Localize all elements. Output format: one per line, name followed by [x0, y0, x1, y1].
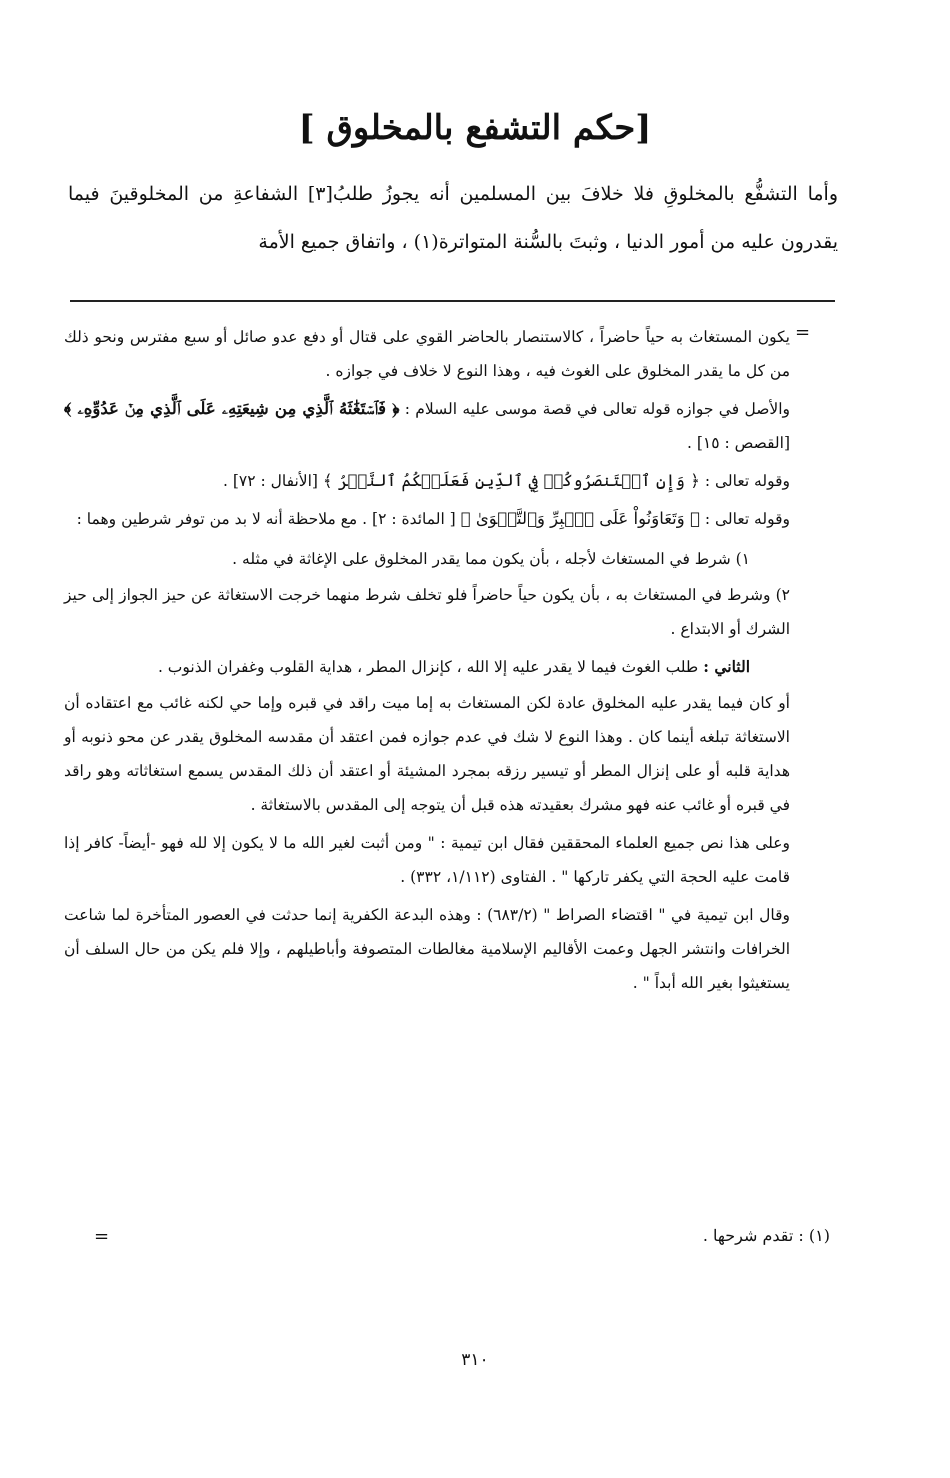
quran-verse-anfal: ﴿ وَإِنِ ٱسۡتَنصَرُوكُمۡ فِي ٱلدِّينِ فَعَلَيۡكُمُ ٱلنَّصۡرُ ﴾: [322, 471, 700, 490]
quran-verse-maidah: ﴿ وَتَعَاوَنُواْ عَلَى ٱلۡبِرِّ وَٱلتَّقۡوَىٰ ﴾: [460, 509, 700, 528]
page-number: ٣١٠: [461, 1350, 489, 1370]
footnote-paragraph-1: يكون المستغاث به حياً حاضراً ، كالاستنصار بالحاضر القوي على قتال أو دفع عدو صائل أو سبع مفترس ونحو ذلك من كل ما يقدر المخلوق على الغوث فيه ، وهذا النوع لا خلاف في جوازه .: [64, 328, 790, 380]
second-text: طلب الغوث فيما لا يقدر عليه إلا الله ، كإنزال المطر ، هداية القلوب وغفران الذنوب .: [157, 658, 699, 676]
second-label: الثاني :: [703, 657, 750, 676]
footnote-paragraph-5: [64, 650, 790, 684]
continuation-mark-bottom: =: [94, 1226, 110, 1247]
footnote-paragraph-2: [64, 392, 790, 460]
page-title: [حكم التشفع بالمخلوق ]: [298, 108, 652, 148]
main-paragraph: وأما التشفُّع بالمخلوقِ فلا خلافَ بين المسلمين أنه يجوزُ طلبُ[٣] الشفاعةِ من المخلوقينَ فيما يقدرون عليه من أمور الدنيا ، وثبتَ بالسُّنة المتواترة(١) ، واتفاق جميع الأمة: [68, 183, 838, 253]
quran-ref-qasas: [القصص : ١٥] .: [687, 434, 790, 452]
footnote-3-intro: وقوله تعالى :: [704, 472, 790, 490]
quran-ref-anfal: [الأنفال : ٧٢] .: [223, 472, 318, 490]
footnote-2-intro: والأصل في جوازه قوله تعالى في قصة موسى عليه السلام :: [404, 400, 790, 418]
quran-ref-maidah: [ المائدة : ٢] . مع ملاحظة أنه لا بد من توفر شرطين وهما :: [76, 510, 456, 528]
footnote-4-intro: وقوله تعالى :: [704, 510, 790, 528]
condition-2: ٢) وشرط في المستغاث به ، بأن يكون حياً حاضراً فلو تخلف شرط منهما خرجت الاستغاثة عن حيز الجواز إلى حيز الشرك أو الابتداع .: [64, 586, 790, 638]
footnote-divider: [70, 300, 835, 302]
footnote-paragraph-7: وعلى هذا نص جميع العلماء المحققين فقال ابن تيمية : " ومن أثبت لغير الله ما لا يكون إلا لله فهو -أيضاً- كافر إذا قامت عليه الحجة التي يكفر تاركها " . الفتاوى (١/١١٢، ٣٣٢) .: [64, 834, 790, 886]
footnote-paragraph-3: [64, 464, 790, 498]
continuation-mark-top: =: [795, 322, 811, 343]
condition-1: ١) شرط في المستغاث لأجله ، بأن يكون مما يقدر المخلوق على الإغاثة في مثله .: [232, 550, 750, 568]
footnote-paragraph-4: [64, 502, 790, 536]
footnote-paragraph-6: أو كان فيما يقدر عليه المخلوق عادة لكن المستغاث به إما ميت راقد في قبره وإما حي لكنه غائب مع اعتقاده أن الاستغاثة تبلغه أينما كان . وهذا النوع لا شك في عدم جوازه فمن اعتقد أن مقدسه المخلوق يقدر عن محو ذنوبه أو هداية قلبه أو على إنزال المطر أو تيسير رزقه بمجرد المشيئة أو اعتقد أن ذلك المقدس يسمع استغاثاته وهو راقد في قبره أو غائب عنه فهو مشرك بعقيدته هذه قبل أن يتوجه إلى المقدس بالاستغاثة .: [64, 694, 790, 814]
quran-verse-qasas: ﴿ فَٱسۡتَغَٰثَهُ ٱلَّذِي مِن شِيعَتِهِۦ عَلَى ٱلَّذِي مِنۡ عَدُوِّهِۦ ﴾: [64, 399, 400, 418]
footnote-paragraph-8: وقال ابن تيمية في " اقتضاء الصراط " (٦٨٣/٢) : وهذه البدعة الكفرية إنما حدثت في العصور المتأخرة لما شاعت الخرافات وانتشر الجهل وعمت الأقاليم الإسلامية مغالطات المتصوفة وأباطيلهم ، وإلا فلم يكن من حال السلف أن يستغيثوا بغير الله أبداً " .: [64, 906, 790, 992]
footnote-1: (١) : تقدم شرحها .: [702, 1226, 830, 1245]
footnote-block: [64, 320, 790, 1000]
